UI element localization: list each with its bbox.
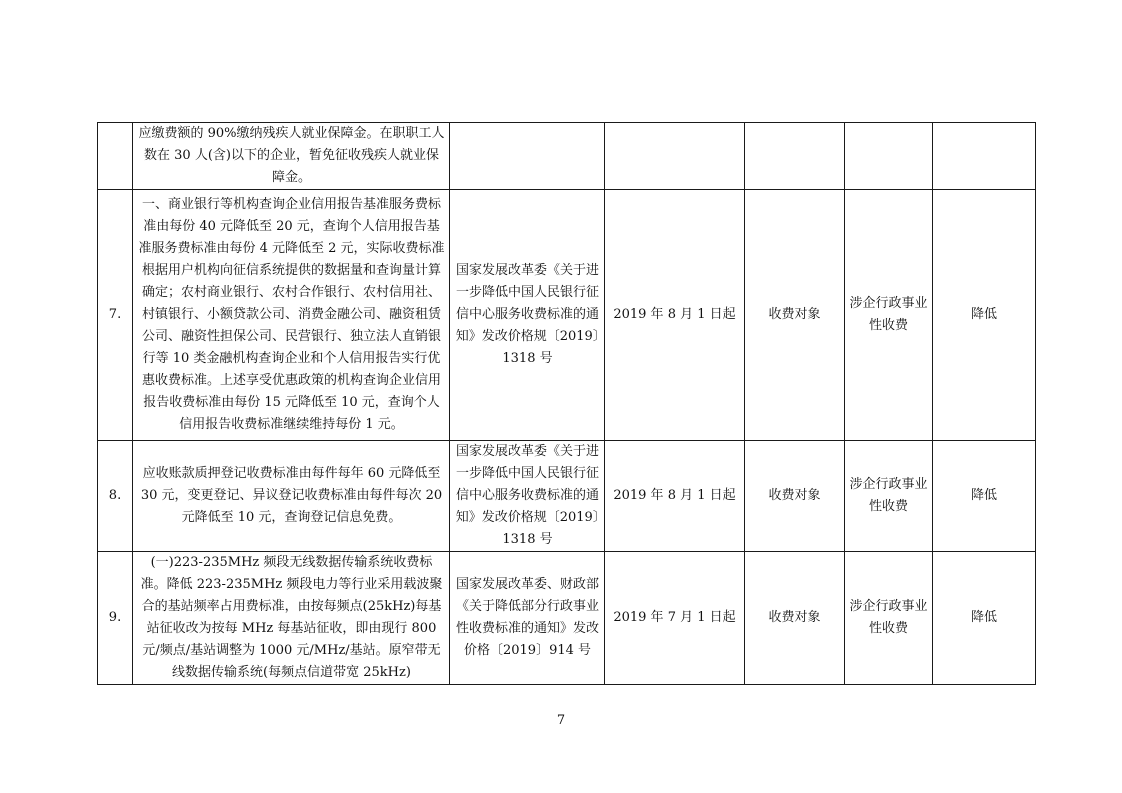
page-number: 7 xyxy=(556,713,566,728)
table-row xyxy=(98,190,1036,441)
row-number: 7. xyxy=(98,190,133,441)
adjustment-direction: 降低 xyxy=(933,190,1036,441)
policy-basis: 国家发展改革委《关于进一步降低中国人民银行征信中心服务收费标准的通知》发改价格规〔2019〕1318 号 xyxy=(450,441,605,552)
fee-category: 涉企行政事业性收费 xyxy=(845,552,933,685)
policy-table xyxy=(97,122,1036,685)
adjustment-direction: 降低 xyxy=(933,552,1036,685)
beneficiary xyxy=(745,123,845,190)
effective-date: 2019 年 8 月 1 日起 xyxy=(605,441,745,552)
policy-basis: 国家发展改革委《关于进一步降低中国人民银行征信中心服务收费标准的通知》发改价格规〔2019〕1318 号 xyxy=(450,190,605,441)
fee-category: 涉企行政事业性收费 xyxy=(845,190,933,441)
row-number: 8. xyxy=(98,441,133,552)
fee-category xyxy=(845,123,933,190)
adjustment-direction xyxy=(933,123,1036,190)
effective-date: 2019 年 8 月 1 日起 xyxy=(605,190,745,441)
beneficiary: 收费对象 xyxy=(745,441,845,552)
policy-basis: 国家发展改革委、财政部《关于降低部分行政事业性收费标准的通知》发改价格〔2019〕914 号 xyxy=(450,552,605,685)
policy-content: (一)223-235MHz 频段无线数据传输系统收费标准。降低 223-235MHz 频段电力等行业采用载波聚合的基站频率占用费标准，由按每频点(25kHz)每基站征收改为按每 MHz 每基站征收，即由现行 800 元/频点/基站调整为 1000 元/MHz/基站。原窄带无线数据传输系统(每频点信道带宽 25kHz) xyxy=(133,552,450,685)
beneficiary: 收费对象 xyxy=(745,552,845,685)
policy-content: 应缴费额的 90%缴纳残疾人就业保障金。在职职工人数在 30 人(含)以下的企业，暂免征收残疾人就业保障金。 xyxy=(133,123,450,190)
fee-category: 涉企行政事业性收费 xyxy=(845,441,933,552)
row-number xyxy=(98,123,133,190)
effective-date: 2019 年 7 月 1 日起 xyxy=(605,552,745,685)
table-row xyxy=(98,552,1036,685)
adjustment-direction: 降低 xyxy=(933,441,1036,552)
table-row xyxy=(98,441,1036,552)
beneficiary: 收费对象 xyxy=(745,190,845,441)
effective-date xyxy=(605,123,745,190)
policy-content: 应收账款质押登记收费标准由每件每年 60 元降低至 30 元，变更登记、异议登记收费标准由每件每次 20 元降低至 10 元，查询登记信息免费。 xyxy=(133,441,450,552)
table-row xyxy=(98,123,1036,190)
policy-basis xyxy=(450,123,605,190)
row-number: 9. xyxy=(98,552,133,685)
policy-content: 一、商业银行等机构查询企业信用报告基准服务费标准由每份 40 元降低至 20 元，查询个人信用报告基准服务费标准由每份 4 元降低至 2 元，实际收费标准根据用户机构向征信系统提供的数据量和查询量计算确定；农村商业银行、农村合作银行、农村信用社、村镇银行、小额贷款公司、消费金融公司、融资租赁公司、融资性担保公司、民营银行、独立法人直销银行等 10 类金融机构查询企业和个人信用报告实行优惠收费标准。上述享受优惠政策的机构查询企业信用报告收费标准由每份 15 元降低至 10 元，查询个人信用报告收费标准继续维持每份 1 元。 xyxy=(133,190,450,441)
